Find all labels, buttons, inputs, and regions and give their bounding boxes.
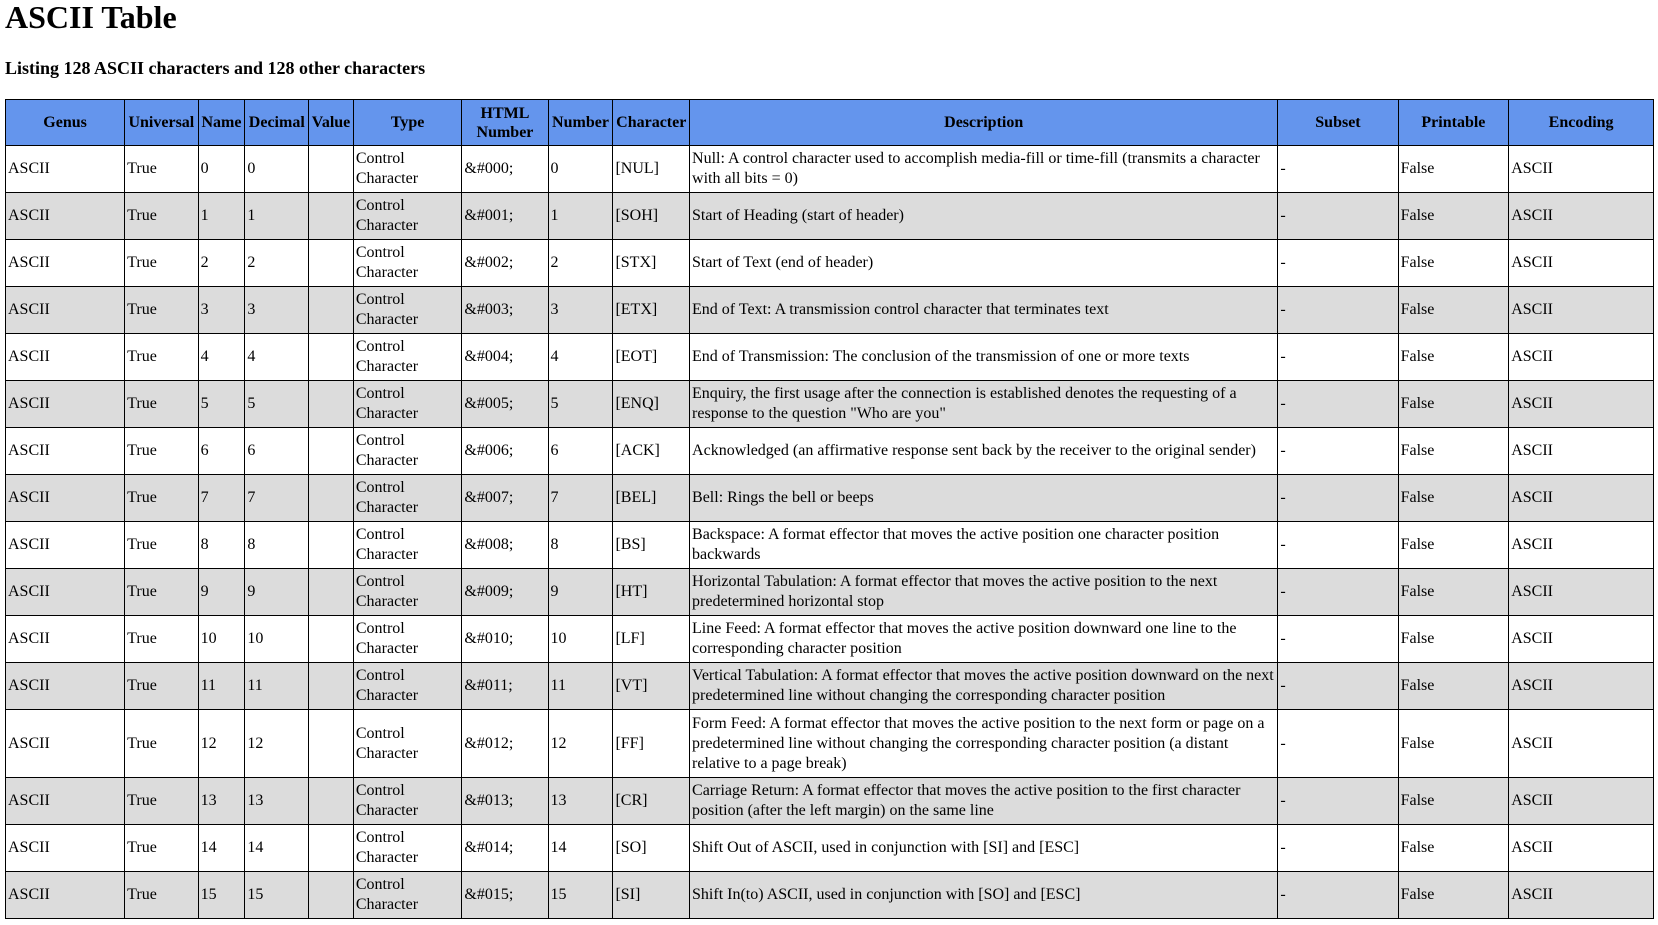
table-row xyxy=(6,663,1654,710)
cell-number: 9 xyxy=(548,569,613,616)
table-row xyxy=(6,522,1654,569)
cell-html-number: &#010; xyxy=(462,616,548,663)
cell-description: Horizontal Tabulation: A format effector that moves the active position to the next predetermined horizontal stop xyxy=(690,569,1278,616)
cell-printable: False xyxy=(1398,287,1509,334)
cell-genus: ASCII xyxy=(6,825,125,872)
cell-name: 8 xyxy=(198,522,245,569)
cell-value xyxy=(309,193,354,240)
cell-genus: ASCII xyxy=(6,475,125,522)
cell-encoding: ASCII xyxy=(1509,778,1654,825)
cell-number: 4 xyxy=(548,334,613,381)
cell-number: 6 xyxy=(548,428,613,475)
cell-printable: False xyxy=(1398,522,1509,569)
cell-encoding: ASCII xyxy=(1509,710,1654,778)
cell-name: 15 xyxy=(198,872,245,919)
cell-encoding: ASCII xyxy=(1509,193,1654,240)
cell-description: Vertical Tabulation: A format effector that moves the active position downward on the next predetermined line without changing the corresponding character position xyxy=(690,663,1278,710)
cell-decimal: 5 xyxy=(245,381,309,428)
cell-printable: False xyxy=(1398,146,1509,193)
cell-genus: ASCII xyxy=(6,381,125,428)
cell-universal: True xyxy=(125,381,198,428)
cell-number: 7 xyxy=(548,475,613,522)
cell-decimal: 3 xyxy=(245,287,309,334)
cell-number: 11 xyxy=(548,663,613,710)
table-row xyxy=(6,193,1654,240)
cell-description: Acknowledged (an affirmative response sent back by the receiver to the original sender) xyxy=(690,428,1278,475)
cell-name: 11 xyxy=(198,663,245,710)
cell-value xyxy=(309,710,354,778)
cell-value xyxy=(309,616,354,663)
cell-type: Control Character xyxy=(353,334,462,381)
cell-type: Control Character xyxy=(353,522,462,569)
cell-description: Backspace: A format effector that moves the active position one character position backwards xyxy=(690,522,1278,569)
header-html-number[interactable]: HTML Number xyxy=(462,100,548,146)
cell-subset: - xyxy=(1278,710,1398,778)
cell-html-number: &#005; xyxy=(462,381,548,428)
cell-decimal: 12 xyxy=(245,710,309,778)
cell-type: Control Character xyxy=(353,240,462,287)
cell-encoding: ASCII xyxy=(1509,381,1654,428)
cell-subset: - xyxy=(1278,334,1398,381)
table-row xyxy=(6,616,1654,663)
cell-html-number: &#006; xyxy=(462,428,548,475)
cell-value xyxy=(309,825,354,872)
cell-number: 3 xyxy=(548,287,613,334)
cell-description: Form Feed: A format effector that moves the active position to the next form or page on a predetermined line without changing the corresponding character position (a distant relative to a page break) xyxy=(690,710,1278,778)
header-value[interactable]: Value xyxy=(309,100,354,146)
cell-decimal: 8 xyxy=(245,522,309,569)
cell-universal: True xyxy=(125,710,198,778)
cell-subset: - xyxy=(1278,663,1398,710)
table-row xyxy=(6,475,1654,522)
cell-decimal: 15 xyxy=(245,872,309,919)
cell-value xyxy=(309,663,354,710)
cell-printable: False xyxy=(1398,240,1509,287)
cell-decimal: 1 xyxy=(245,193,309,240)
cell-decimal: 0 xyxy=(245,146,309,193)
header-universal[interactable]: Universal xyxy=(125,100,198,146)
cell-name: 12 xyxy=(198,710,245,778)
cell-number: 10 xyxy=(548,616,613,663)
table-row xyxy=(6,334,1654,381)
cell-type: Control Character xyxy=(353,825,462,872)
header-character[interactable]: Character xyxy=(613,100,690,146)
cell-number: 14 xyxy=(548,825,613,872)
cell-html-number: &#004; xyxy=(462,334,548,381)
page-title: ASCII Table xyxy=(5,0,177,35)
cell-encoding: ASCII xyxy=(1509,240,1654,287)
cell-encoding: ASCII xyxy=(1509,825,1654,872)
header-subset[interactable]: Subset xyxy=(1278,100,1398,146)
cell-character: [LF] xyxy=(613,616,690,663)
cell-number: 13 xyxy=(548,778,613,825)
cell-number: 1 xyxy=(548,193,613,240)
cell-universal: True xyxy=(125,616,198,663)
cell-character: [STX] xyxy=(613,240,690,287)
cell-encoding: ASCII xyxy=(1509,475,1654,522)
cell-character: [VT] xyxy=(613,663,690,710)
cell-character: [HT] xyxy=(613,569,690,616)
cell-character: [NUL] xyxy=(613,146,690,193)
cell-printable: False xyxy=(1398,663,1509,710)
cell-subset: - xyxy=(1278,872,1398,919)
table-row xyxy=(6,825,1654,872)
cell-type: Control Character xyxy=(353,663,462,710)
cell-name: 3 xyxy=(198,287,245,334)
cell-decimal: 2 xyxy=(245,240,309,287)
cell-value xyxy=(309,522,354,569)
table-row xyxy=(6,872,1654,919)
cell-genus: ASCII xyxy=(6,334,125,381)
cell-description: Line Feed: A format effector that moves the active position downward one line to the corresponding character position xyxy=(690,616,1278,663)
cell-name: 13 xyxy=(198,778,245,825)
cell-description: End of Transmission: The conclusion of the transmission of one or more texts xyxy=(690,334,1278,381)
table-row xyxy=(6,778,1654,825)
cell-description: Null: A control character used to accomplish media-fill or time-fill (transmits a character with all bits = 0) xyxy=(690,146,1278,193)
cell-name: 5 xyxy=(198,381,245,428)
cell-decimal: 6 xyxy=(245,428,309,475)
table-row xyxy=(6,146,1654,193)
cell-number: 8 xyxy=(548,522,613,569)
cell-description: Carriage Return: A format effector that moves the active position to the first character position (after the left margin) on the same line xyxy=(690,778,1278,825)
cell-genus: ASCII xyxy=(6,872,125,919)
cell-html-number: &#009; xyxy=(462,569,548,616)
cell-printable: False xyxy=(1398,778,1509,825)
cell-universal: True xyxy=(125,334,198,381)
cell-subset: - xyxy=(1278,616,1398,663)
cell-encoding: ASCII xyxy=(1509,872,1654,919)
cell-html-number: &#003; xyxy=(462,287,548,334)
cell-universal: True xyxy=(125,522,198,569)
page-subtitle: Listing 128 ASCII characters and 128 other characters xyxy=(5,58,426,78)
header-genus[interactable]: Genus xyxy=(6,100,125,146)
cell-number: 0 xyxy=(548,146,613,193)
cell-decimal: 10 xyxy=(245,616,309,663)
table-header-row xyxy=(6,100,1654,146)
cell-html-number: &#001; xyxy=(462,193,548,240)
cell-type: Control Character xyxy=(353,287,462,334)
cell-universal: True xyxy=(125,663,198,710)
cell-subset: - xyxy=(1278,825,1398,872)
cell-encoding: ASCII xyxy=(1509,334,1654,381)
cell-value xyxy=(309,428,354,475)
cell-subset: - xyxy=(1278,778,1398,825)
cell-description: End of Text: A transmission control character that terminates text xyxy=(690,287,1278,334)
cell-universal: True xyxy=(125,825,198,872)
cell-encoding: ASCII xyxy=(1509,663,1654,710)
cell-character: [ACK] xyxy=(613,428,690,475)
cell-type: Control Character xyxy=(353,146,462,193)
cell-decimal: 11 xyxy=(245,663,309,710)
cell-value xyxy=(309,287,354,334)
cell-decimal: 7 xyxy=(245,475,309,522)
cell-subset: - xyxy=(1278,428,1398,475)
cell-character: [CR] xyxy=(613,778,690,825)
cell-value xyxy=(309,872,354,919)
cell-type: Control Character xyxy=(353,475,462,522)
cell-type: Control Character xyxy=(353,710,462,778)
cell-subset: - xyxy=(1278,475,1398,522)
cell-universal: True xyxy=(125,146,198,193)
cell-type: Control Character xyxy=(353,616,462,663)
cell-character: [ENQ] xyxy=(613,381,690,428)
cell-universal: True xyxy=(125,569,198,616)
cell-character: [SO] xyxy=(613,825,690,872)
cell-value xyxy=(309,334,354,381)
cell-character: [BEL] xyxy=(613,475,690,522)
cell-genus: ASCII xyxy=(6,428,125,475)
cell-value xyxy=(309,778,354,825)
cell-printable: False xyxy=(1398,872,1509,919)
header-type[interactable]: Type xyxy=(353,100,462,146)
cell-character: [SI] xyxy=(613,872,690,919)
cell-name: 10 xyxy=(198,616,245,663)
cell-html-number: &#012; xyxy=(462,710,548,778)
ascii-table xyxy=(5,99,1654,919)
cell-character: [ETX] xyxy=(613,287,690,334)
cell-value xyxy=(309,381,354,428)
cell-character: [SOH] xyxy=(613,193,690,240)
cell-description: Start of Heading (start of header) xyxy=(690,193,1278,240)
cell-name: 2 xyxy=(198,240,245,287)
cell-number: 2 xyxy=(548,240,613,287)
cell-html-number: &#013; xyxy=(462,778,548,825)
table-row xyxy=(6,240,1654,287)
cell-description: Shift In(to) ASCII, used in conjunction with [SO] and [ESC] xyxy=(690,872,1278,919)
cell-encoding: ASCII xyxy=(1509,428,1654,475)
cell-value xyxy=(309,475,354,522)
cell-printable: False xyxy=(1398,825,1509,872)
cell-name: 9 xyxy=(198,569,245,616)
cell-printable: False xyxy=(1398,569,1509,616)
cell-decimal: 14 xyxy=(245,825,309,872)
cell-printable: False xyxy=(1398,193,1509,240)
cell-character: [BS] xyxy=(613,522,690,569)
cell-name: 4 xyxy=(198,334,245,381)
cell-subset: - xyxy=(1278,193,1398,240)
cell-printable: False xyxy=(1398,475,1509,522)
cell-html-number: &#015; xyxy=(462,872,548,919)
cell-html-number: &#002; xyxy=(462,240,548,287)
cell-universal: True xyxy=(125,778,198,825)
cell-type: Control Character xyxy=(353,193,462,240)
cell-description: Shift Out of ASCII, used in conjunction with [SI] and [ESC] xyxy=(690,825,1278,872)
cell-printable: False xyxy=(1398,710,1509,778)
cell-genus: ASCII xyxy=(6,569,125,616)
header-printable[interactable]: Printable xyxy=(1398,100,1509,146)
cell-value xyxy=(309,146,354,193)
cell-subset: - xyxy=(1278,146,1398,193)
cell-html-number: &#000; xyxy=(462,146,548,193)
cell-genus: ASCII xyxy=(6,710,125,778)
cell-number: 5 xyxy=(548,381,613,428)
cell-type: Control Character xyxy=(353,872,462,919)
cell-name: 1 xyxy=(198,193,245,240)
cell-universal: True xyxy=(125,475,198,522)
table-row xyxy=(6,569,1654,616)
cell-number: 15 xyxy=(548,872,613,919)
cell-encoding: ASCII xyxy=(1509,146,1654,193)
cell-type: Control Character xyxy=(353,428,462,475)
table-row xyxy=(6,287,1654,334)
cell-html-number: &#014; xyxy=(462,825,548,872)
cell-encoding: ASCII xyxy=(1509,287,1654,334)
cell-description: Start of Text (end of header) xyxy=(690,240,1278,287)
cell-universal: True xyxy=(125,872,198,919)
cell-printable: False xyxy=(1398,428,1509,475)
header-description[interactable]: Description xyxy=(690,100,1278,146)
cell-description: Enquiry, the first usage after the connection is established denotes the requesting of a response to the question "Who are you" xyxy=(690,381,1278,428)
cell-genus: ASCII xyxy=(6,616,125,663)
cell-encoding: ASCII xyxy=(1509,522,1654,569)
cell-universal: True xyxy=(125,193,198,240)
cell-name: 0 xyxy=(198,146,245,193)
cell-subset: - xyxy=(1278,381,1398,428)
cell-universal: True xyxy=(125,287,198,334)
cell-printable: False xyxy=(1398,381,1509,428)
cell-universal: True xyxy=(125,428,198,475)
cell-description: Bell: Rings the bell or beeps xyxy=(690,475,1278,522)
cell-genus: ASCII xyxy=(6,287,125,334)
table-row xyxy=(6,381,1654,428)
cell-printable: False xyxy=(1398,334,1509,381)
cell-subset: - xyxy=(1278,569,1398,616)
cell-decimal: 4 xyxy=(245,334,309,381)
cell-name: 6 xyxy=(198,428,245,475)
cell-character: [FF] xyxy=(613,710,690,778)
cell-genus: ASCII xyxy=(6,240,125,287)
cell-printable: False xyxy=(1398,616,1509,663)
cell-name: 14 xyxy=(198,825,245,872)
cell-type: Control Character xyxy=(353,569,462,616)
cell-subset: - xyxy=(1278,240,1398,287)
header-number[interactable]: Number xyxy=(548,100,613,146)
cell-value xyxy=(309,240,354,287)
cell-genus: ASCII xyxy=(6,663,125,710)
cell-encoding: ASCII xyxy=(1509,569,1654,616)
cell-genus: ASCII xyxy=(6,193,125,240)
cell-genus: ASCII xyxy=(6,778,125,825)
cell-genus: ASCII xyxy=(6,522,125,569)
cell-html-number: &#007; xyxy=(462,475,548,522)
cell-type: Control Character xyxy=(353,381,462,428)
cell-encoding: ASCII xyxy=(1509,616,1654,663)
table-body xyxy=(6,146,1654,919)
cell-name: 7 xyxy=(198,475,245,522)
cell-decimal: 13 xyxy=(245,778,309,825)
cell-subset: - xyxy=(1278,522,1398,569)
header-decimal[interactable]: Decimal xyxy=(245,100,309,146)
cell-html-number: &#011; xyxy=(462,663,548,710)
table-row xyxy=(6,428,1654,475)
cell-universal: True xyxy=(125,240,198,287)
cell-number: 12 xyxy=(548,710,613,778)
table-row xyxy=(6,710,1654,778)
cell-value xyxy=(309,569,354,616)
cell-html-number: &#008; xyxy=(462,522,548,569)
header-name[interactable]: Name xyxy=(198,100,245,146)
cell-genus: ASCII xyxy=(6,146,125,193)
cell-decimal: 9 xyxy=(245,569,309,616)
cell-subset: - xyxy=(1278,287,1398,334)
header-encoding[interactable]: Encoding xyxy=(1509,100,1654,146)
cell-type: Control Character xyxy=(353,778,462,825)
cell-character: [EOT] xyxy=(613,334,690,381)
